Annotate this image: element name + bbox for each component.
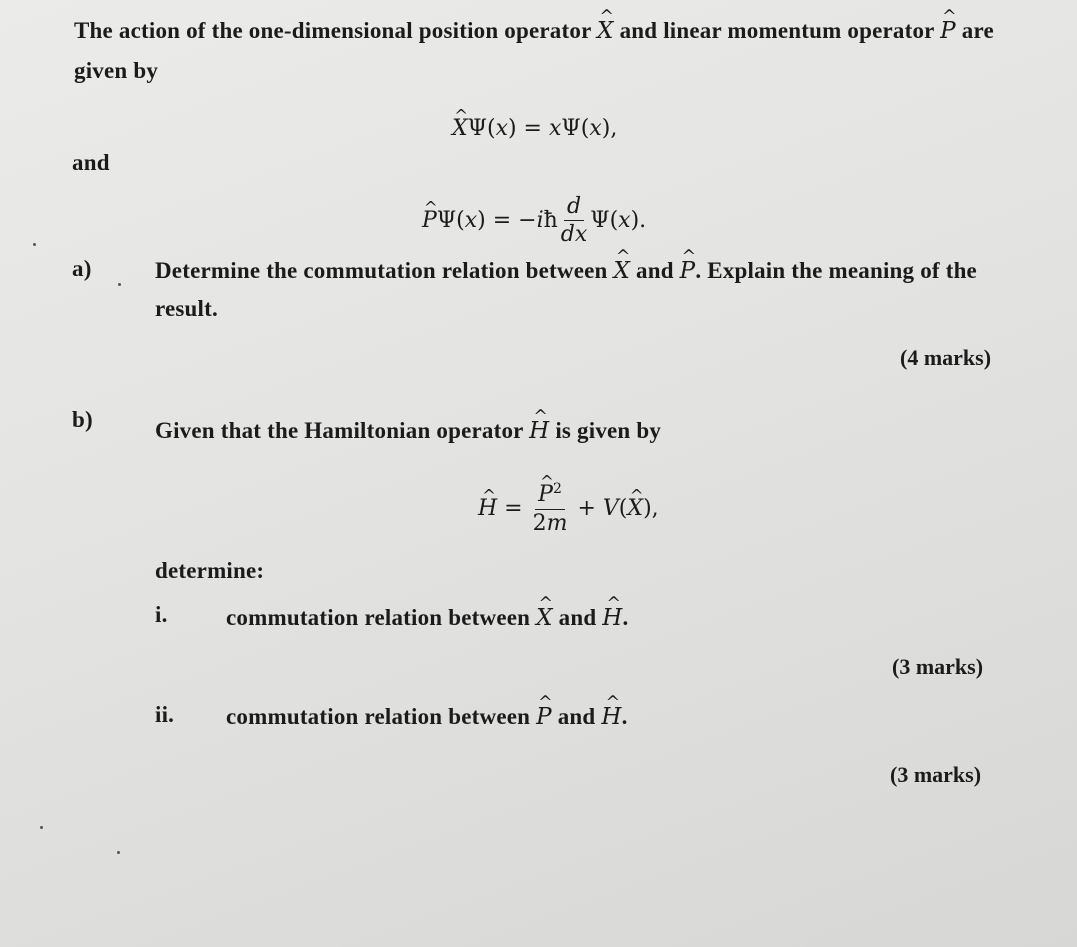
eq2-psi: Ψ (436, 208, 457, 234)
part-b-determine: determine: (155, 558, 265, 583)
part-a-p-hat: ^ P (680, 258, 696, 284)
sub-ii-label: ii. (155, 702, 175, 727)
part-a-x-hat: ^ X (613, 258, 630, 284)
part-b-h-hat: ^ H (529, 418, 549, 444)
eq3-p-hat: ^ P (538, 483, 553, 507)
eq2-hbar: ħ (543, 208, 558, 234)
intro-text-b: and linear momentum operator (619, 18, 935, 43)
equation-momentum-operator: ^ PΨ(x) = −iħ $\frac{d}{dx}$ Ψ(x). (422, 195, 646, 247)
eq2-p-hat: ^ P (422, 208, 437, 233)
part-b-text-b: is given by (555, 418, 662, 443)
sub-i-h-hat: ^ H (602, 605, 622, 631)
sub-ii-h-hat: ^ H (601, 704, 621, 730)
paper-speck (40, 826, 43, 829)
sub-i-label: i. (155, 602, 168, 627)
sub-ii-text: commutation relation between (226, 704, 531, 729)
sub-i-marks: (3 marks) (892, 654, 984, 679)
eq1-arg-2: x (589, 116, 602, 141)
sub-i-x-hat: ^ X (536, 605, 553, 631)
part-b-text-a: Given that the Hamiltonian operator (155, 418, 524, 443)
intro-line-2: given by (74, 58, 159, 83)
equation-position-operator: ^ XΨ(x) = xΨ(x), (452, 116, 617, 141)
sub-i-text: commutation relation between (226, 605, 531, 630)
intro-text-c: are (961, 18, 994, 43)
equation-hamiltonian: ^ H = ^ $\frac{P^2}{2m}$ + V(^ X), (478, 482, 659, 536)
eq3-x-hat: ^ X (627, 496, 643, 521)
sub-ii-marks: (3 marks) (890, 762, 982, 787)
intro-text-a: The action of the one-dimensional position operator (74, 18, 592, 43)
sub-ii-p-hat: ^ P (536, 704, 552, 730)
part-a-question-line-1 (155, 258, 977, 284)
operator-x-symbol: ^ X (597, 18, 614, 44)
and-word: and (72, 150, 110, 175)
eq1-x-hat: ^ X (452, 116, 468, 141)
eq3-kinetic-fraction: ^ $\frac{P^2}{2m}$ (533, 482, 568, 536)
eq2-arg-2: x (618, 208, 631, 234)
eq1-psi: Ψ (467, 116, 487, 141)
part-b-question (155, 418, 661, 444)
eq1-x: x (549, 116, 562, 141)
paper-speck (117, 851, 120, 854)
eq1-psi-2: Ψ (561, 116, 581, 141)
part-a-marks: (4 marks) (900, 345, 992, 370)
sub-i-and: and (558, 605, 597, 630)
part-a-text-and: and (636, 258, 674, 283)
eq2-arg: x (464, 208, 478, 234)
part-a-text-a: Determine the commutation relation between (155, 258, 608, 283)
eq1-arg: x (495, 116, 508, 141)
eq2-psi-2: Ψ (590, 208, 610, 234)
part-b-label: b) (72, 407, 93, 432)
paper-speck (33, 243, 36, 246)
intro-line-1 (74, 18, 994, 44)
eq3-h-hat: ^ H (478, 496, 497, 521)
sub-i-question: commutation relation between ^ X and ^ H. (226, 605, 628, 631)
eq2-derivative-fraction: $\frac{d}{dx}$ (560, 194, 588, 248)
sub-ii-and: and (557, 704, 596, 729)
part-a-label: a) (72, 256, 92, 281)
paper-speck (118, 283, 121, 286)
part-a-text-b: . Explain the meaning of the (695, 258, 977, 283)
operator-p-symbol: ^ P (940, 18, 956, 44)
part-a-question-line-2: result. (155, 296, 218, 321)
sub-ii-question: commutation relation between ^ P and ^ H. (226, 704, 628, 730)
